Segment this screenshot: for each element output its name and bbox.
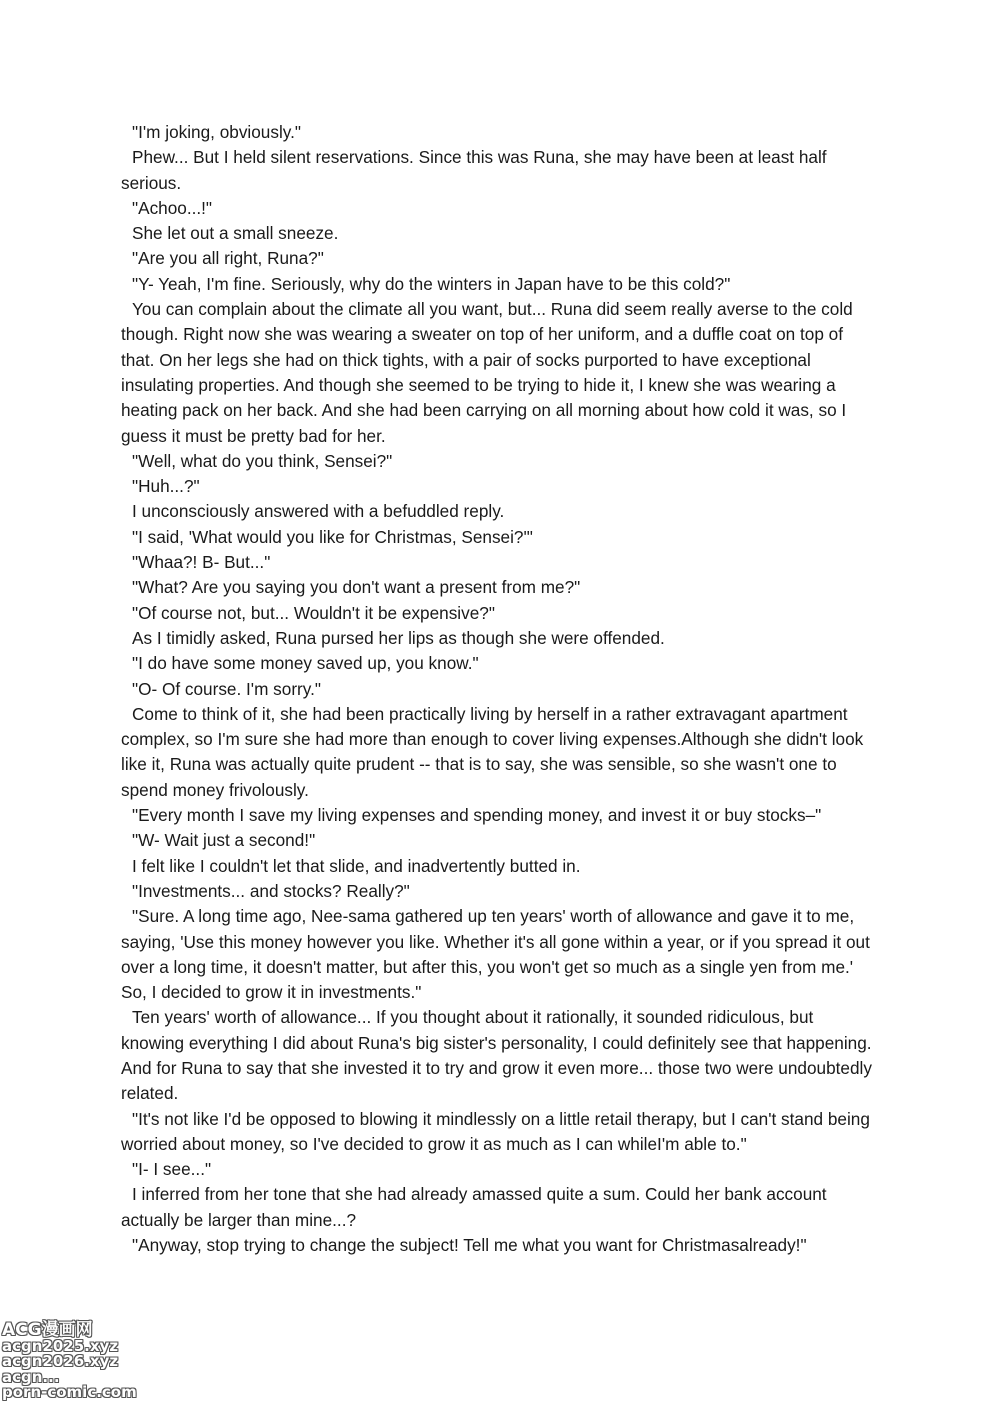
paragraph: "What? Are you saying you don't want a present from me?": [132, 577, 581, 598]
paragraph: "I'm joking, obviously.": [132, 122, 301, 142]
paragraph: "Whaa?! B- But...": [132, 552, 271, 573]
paragraph: I felt like I couldn't let that slide, and inadvertently butted in.: [132, 855, 581, 876]
paragraph: "Of course not, but... Wouldn't it be expensive?": [132, 602, 495, 623]
paragraph: "It's not like I'd be opposed to blowing it mindlessly on a little retail therapy, but I can't stand being worried about money, so I've decided to grow it as much as I can whileI'm able to.": [121, 1108, 870, 1154]
watermark-line: ACG漫画网: [2, 1320, 93, 1340]
paragraph: "Every month I save my living expenses and spending money, and invest it or buy stocks–": [132, 805, 822, 826]
watermark-line: acgn...: [2, 1367, 60, 1386]
paragraph: I inferred from her tone that she had already amassed quite a sum. Could her bank account actually be larger than mine...?: [121, 1184, 827, 1230]
paragraph: "Anyway, stop trying to change the subject! Tell me what you want for Christmasalready!": [132, 1235, 807, 1256]
paragraph: Come to think of it, she had been practically living by herself in a rather extravagant apartment complex, so I'm sure she had more than enough to cover living expenses.Although she didn't look like it, Runa was actually quite prudent -- that is to say, she was sensible, so she wasn't one to spend money frivolously.: [121, 703, 864, 800]
paragraph: "W- Wait just a second!": [132, 830, 316, 851]
paragraph: "Investments... and stocks? Really?": [132, 880, 410, 901]
paragraph: "Are you all right, Runa?": [132, 248, 324, 269]
paragraph: "I- I see...": [132, 1159, 212, 1180]
watermark-line: porn-comic.com: [2, 1383, 137, 1401]
paragraph: You can complain about the climate all you want, but... Runa did seem really averse to the cold though. Right now she was wearing a sweater on top of her uniform, and a duffle coat on top of that. On her legs she had on thick tights, with a pair of socks purported to have exceptional insulating properties. And though she seemed to be trying to hide it, I knew she was wearing a heating pack on her back. And she had been carrying on all morning about how cold it was, so I guess it must be pretty bad for her.: [121, 299, 853, 446]
paragraph: "Sure. A long time ago, Nee-sama gathered up ten years' worth of allowance and gave it to me, saying, 'Use this money however you like. Whether it's all gone within a year, or if you spread it out over a long time, it doesn't matter, but after this, you won't get so much as a single yen from me.' So, I decided to grow it in investments.": [121, 906, 870, 1003]
paragraph: "I said, 'What would you like for Christmas, Sensei?'": [132, 526, 533, 547]
site-watermark: [2, 1320, 137, 1401]
paragraph: "Achoo...!": [132, 197, 213, 218]
paragraph: I unconsciously answered with a befuddled reply.: [132, 501, 505, 522]
paragraph: She let out a small sneeze.: [132, 223, 339, 244]
watermark-line: acgn2025.xyz: [2, 1336, 119, 1355]
paragraph: Phew... But I held silent reservations. Since this was Runa, she may have been at least half serious.: [121, 147, 827, 193]
paragraph: Ten years' worth of allowance... If you thought about it rationally, it sounded ridiculous, but knowing everything I did about Runa's big sister's personality, I could definitely see that happening. And for Runa to say that she invested it to try and grow it even more... those two were undoubtedly related.: [121, 1007, 872, 1104]
paragraph: "O- Of course. I'm sorry.": [132, 678, 321, 699]
paragraph: "Well, what do you think, Sensei?": [132, 450, 393, 471]
paragraph: "I do have some money saved up, you know.": [132, 653, 479, 674]
document-body: [121, 120, 881, 1258]
paragraph: "Huh...?": [132, 476, 200, 497]
paragraph: As I timidly asked, Runa pursed her lips as though she were offended.: [132, 627, 665, 648]
watermark-line: acgn2026.xyz: [2, 1352, 119, 1370]
paragraph: "Y- Yeah, I'm fine. Seriously, why do the winters in Japan have to be this cold?": [132, 273, 731, 294]
